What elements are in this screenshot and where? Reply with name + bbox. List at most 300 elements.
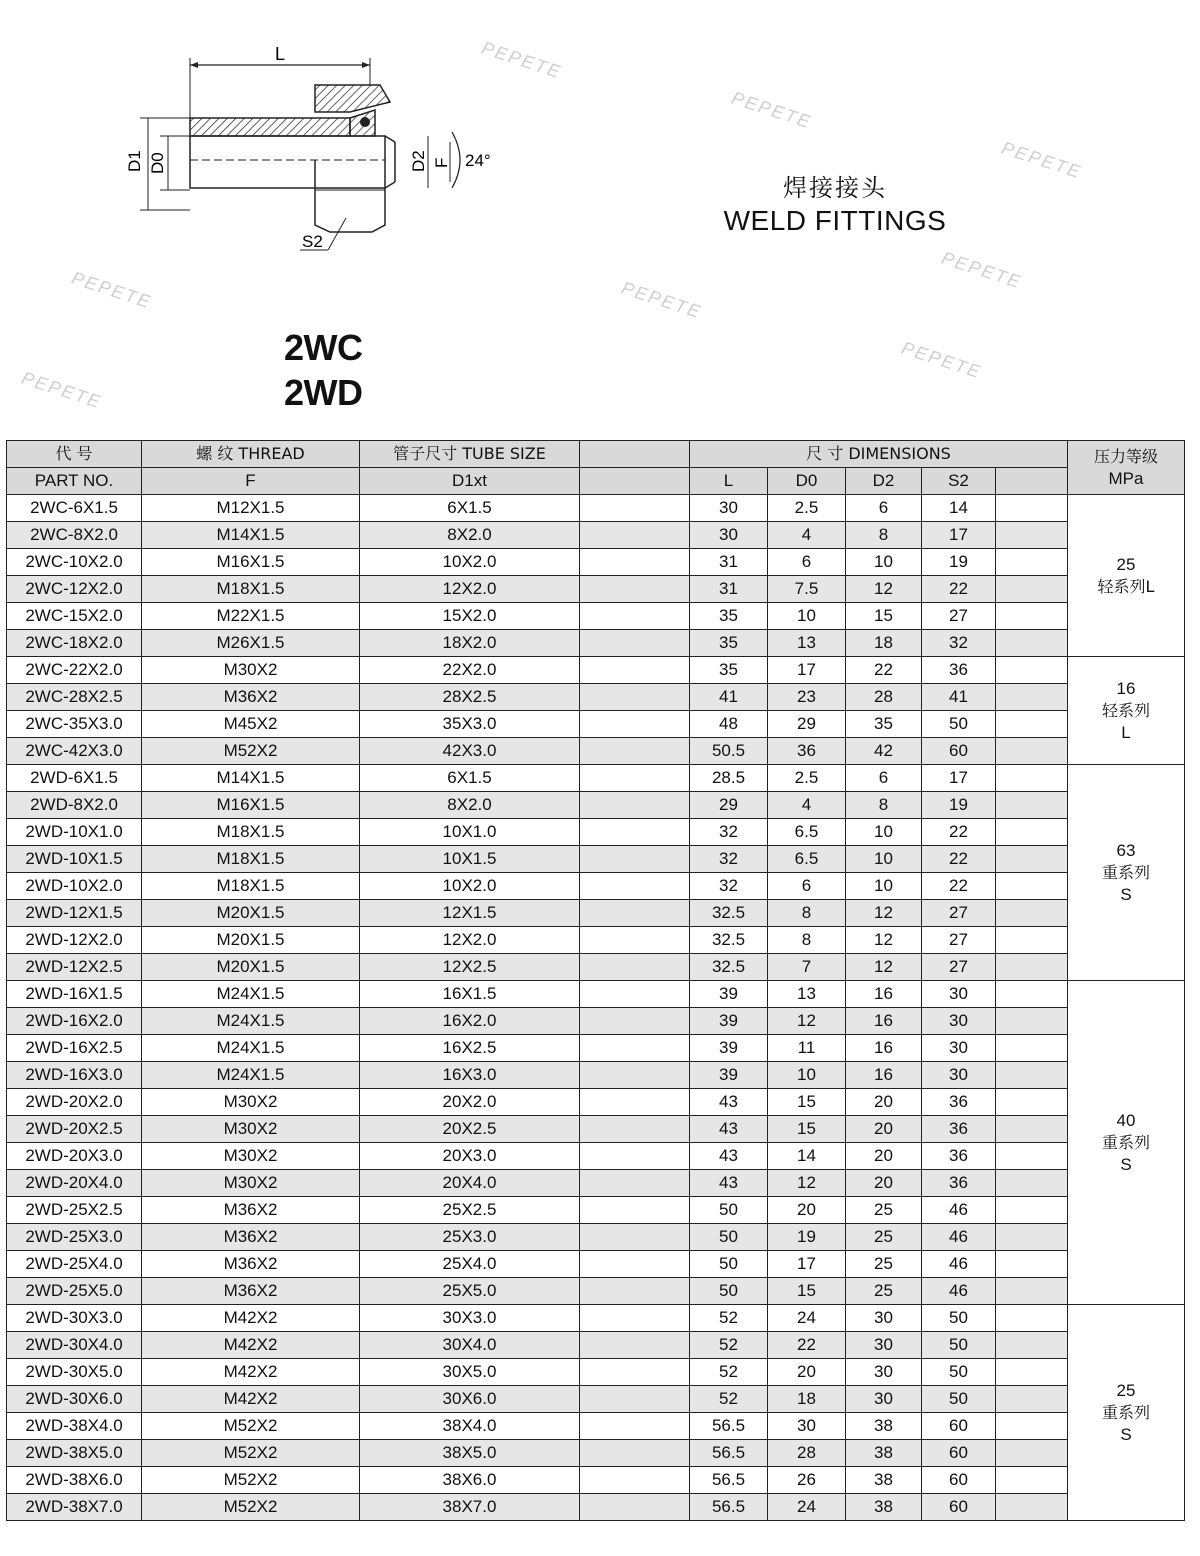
cell-part-no: 2WD-25X3.0 <box>7 1224 142 1251</box>
header-dim-D0: D0 <box>768 468 846 495</box>
cell-blank <box>580 765 690 792</box>
cell-dim-blank <box>996 1197 1068 1224</box>
header-part-no-cn: 代 号 <box>7 441 142 468</box>
cell-dim-S2: 60 <box>922 738 996 765</box>
cell-dim-D2: 20 <box>846 1089 922 1116</box>
table-row <box>7 792 1185 819</box>
cell-dim-S2: 30 <box>922 1008 996 1035</box>
cell-dim-blank <box>996 792 1068 819</box>
cell-dim-D0: 24 <box>768 1305 846 1332</box>
cell-part-no: 2WD-30X3.0 <box>7 1305 142 1332</box>
fitting-drawing <box>110 40 530 270</box>
cell-part-no: 2WD-12X1.5 <box>7 900 142 927</box>
label-S2: S2 <box>302 232 323 251</box>
cell-dim-L: 31 <box>690 549 768 576</box>
cell-dim-S2: 60 <box>922 1440 996 1467</box>
cell-dim-S2: 27 <box>922 900 996 927</box>
cell-dim-blank <box>996 1251 1068 1278</box>
cell-dim-blank <box>996 1440 1068 1467</box>
table-row <box>7 900 1185 927</box>
cell-thread: M16X1.5 <box>142 549 360 576</box>
cell-dim-S2: 50 <box>922 1332 996 1359</box>
header-blank <box>580 441 690 468</box>
cell-blank <box>580 1197 690 1224</box>
cell-dim-S2: 30 <box>922 1062 996 1089</box>
cell-dim-L: 30 <box>690 495 768 522</box>
table-row <box>7 1035 1185 1062</box>
cell-dim-L: 50 <box>690 1224 768 1251</box>
cell-part-no: 2WD-38X7.0 <box>7 1494 142 1521</box>
cell-dim-D2: 25 <box>846 1197 922 1224</box>
cell-part-no: 2WD-20X2.0 <box>7 1089 142 1116</box>
cell-part-no: 2WC-28X2.5 <box>7 684 142 711</box>
cell-dim-D0: 8 <box>768 927 846 954</box>
cell-dim-D0: 7 <box>768 954 846 981</box>
table-row <box>7 576 1185 603</box>
cell-blank <box>580 1251 690 1278</box>
cell-dim-L: 41 <box>690 684 768 711</box>
cell-blank <box>580 1359 690 1386</box>
cell-dim-L: 50 <box>690 1251 768 1278</box>
cell-dim-L: 50 <box>690 1197 768 1224</box>
cell-dim-D0: 22 <box>768 1332 846 1359</box>
cell-part-no: 2WD-20X4.0 <box>7 1170 142 1197</box>
cell-dim-blank <box>996 954 1068 981</box>
cell-tube-size: 38X6.0 <box>360 1467 580 1494</box>
cell-blank <box>580 1386 690 1413</box>
cell-part-no: 2WC-15X2.0 <box>7 603 142 630</box>
cell-dim-S2: 36 <box>922 1116 996 1143</box>
cell-dim-D2: 38 <box>846 1440 922 1467</box>
cell-thread: M18X1.5 <box>142 873 360 900</box>
cell-dim-S2: 50 <box>922 1305 996 1332</box>
cell-dim-S2: 19 <box>922 792 996 819</box>
cell-tube-size: 15X2.0 <box>360 603 580 630</box>
label-D0: D0 <box>148 152 167 174</box>
cell-blank <box>580 1035 690 1062</box>
cell-tube-size: 25X2.5 <box>360 1197 580 1224</box>
cell-thread: M52X2 <box>142 1467 360 1494</box>
cell-thread: M30X2 <box>142 657 360 684</box>
cell-dim-D0: 20 <box>768 1197 846 1224</box>
cell-blank <box>580 1170 690 1197</box>
label-F: F <box>432 157 451 168</box>
cell-dim-D2: 16 <box>846 981 922 1008</box>
cell-thread: M42X2 <box>142 1305 360 1332</box>
cell-pressure-group <box>1068 495 1185 657</box>
cell-thread: M26X1.5 <box>142 630 360 657</box>
cell-dim-S2: 30 <box>922 981 996 1008</box>
cell-blank <box>580 657 690 684</box>
cell-dim-blank <box>996 1386 1068 1413</box>
watermark: PEPETE <box>999 137 1085 183</box>
cell-tube-size: 16X2.0 <box>360 1008 580 1035</box>
cell-part-no: 2WD-16X2.5 <box>7 1035 142 1062</box>
cell-tube-size: 18X2.0 <box>360 630 580 657</box>
cell-tube-size: 10X1.5 <box>360 846 580 873</box>
cell-dim-D0: 10 <box>768 1062 846 1089</box>
cell-dim-D0: 14 <box>768 1143 846 1170</box>
cell-dim-L: 52 <box>690 1386 768 1413</box>
cell-part-no: 2WD-8X2.0 <box>7 792 142 819</box>
cell-dim-D2: 10 <box>846 873 922 900</box>
cell-dim-D0: 26 <box>768 1467 846 1494</box>
fitting-cross-section-icon <box>110 40 530 270</box>
cell-thread: M30X2 <box>142 1143 360 1170</box>
cell-dim-L: 35 <box>690 630 768 657</box>
cell-dim-D2: 25 <box>846 1278 922 1305</box>
cell-dim-blank <box>996 1116 1068 1143</box>
cell-dim-D2: 8 <box>846 522 922 549</box>
cell-dim-L: 56.5 <box>690 1413 768 1440</box>
cell-tube-size: 12X2.0 <box>360 927 580 954</box>
cell-dim-D0: 24 <box>768 1494 846 1521</box>
table-row <box>7 495 1185 522</box>
cell-dim-D0: 6.5 <box>768 819 846 846</box>
cell-blank <box>580 576 690 603</box>
cell-dim-blank <box>996 1278 1068 1305</box>
cell-dim-blank <box>996 630 1068 657</box>
cell-blank <box>580 1278 690 1305</box>
cell-tube-size: 12X2.5 <box>360 954 580 981</box>
cell-dim-L: 52 <box>690 1305 768 1332</box>
cell-dim-S2: 36 <box>922 657 996 684</box>
table-row <box>7 1305 1185 1332</box>
cell-dim-D2: 16 <box>846 1008 922 1035</box>
cell-thread: M22X1.5 <box>142 603 360 630</box>
cell-tube-size: 6X1.5 <box>360 495 580 522</box>
cell-dim-D0: 7.5 <box>768 576 846 603</box>
cell-dim-D0: 36 <box>768 738 846 765</box>
pressure-line: S <box>1120 1424 1132 1444</box>
cell-dim-D0: 23 <box>768 684 846 711</box>
cell-part-no: 2WC-35X3.0 <box>7 711 142 738</box>
cell-part-no: 2WC-6X1.5 <box>7 495 142 522</box>
cell-dim-D0: 15 <box>768 1278 846 1305</box>
cell-dim-S2: 30 <box>922 1035 996 1062</box>
cell-dim-S2: 60 <box>922 1494 996 1521</box>
cell-part-no: 2WD-20X3.0 <box>7 1143 142 1170</box>
table-row <box>7 684 1185 711</box>
cell-dim-D2: 28 <box>846 684 922 711</box>
cell-dim-blank <box>996 1089 1068 1116</box>
cell-tube-size: 20X2.5 <box>360 1116 580 1143</box>
table-row <box>7 873 1185 900</box>
cell-part-no: 2WD-16X2.0 <box>7 1008 142 1035</box>
cell-thread: M52X2 <box>142 1494 360 1521</box>
table-row <box>7 981 1185 1008</box>
cell-dim-S2: 27 <box>922 603 996 630</box>
cell-dim-S2: 50 <box>922 711 996 738</box>
cell-dim-L: 50.5 <box>690 738 768 765</box>
cell-pressure-group <box>1068 1305 1185 1521</box>
cell-dim-D2: 12 <box>846 576 922 603</box>
title-english: WELD FITTINGS <box>723 205 947 236</box>
cell-dim-D2: 38 <box>846 1494 922 1521</box>
cell-tube-size: 16X1.5 <box>360 981 580 1008</box>
cell-part-no: 2WD-30X5.0 <box>7 1359 142 1386</box>
cell-part-no: 2WD-25X2.5 <box>7 1197 142 1224</box>
cell-blank <box>580 1494 690 1521</box>
cell-dim-D2: 20 <box>846 1143 922 1170</box>
cell-tube-size: 20X3.0 <box>360 1143 580 1170</box>
cell-dim-D2: 42 <box>846 738 922 765</box>
model-name-2wc: 2WC <box>284 327 363 368</box>
cell-dim-blank <box>996 603 1068 630</box>
cell-dim-L: 43 <box>690 1116 768 1143</box>
cell-dim-D0: 6.5 <box>768 846 846 873</box>
cell-dim-L: 32.5 <box>690 927 768 954</box>
table-row <box>7 711 1185 738</box>
cell-tube-size: 38X5.0 <box>360 1440 580 1467</box>
cell-tube-size: 12X2.0 <box>360 576 580 603</box>
cell-dim-blank <box>996 1413 1068 1440</box>
label-angle: 24° <box>465 151 491 170</box>
cell-blank <box>580 1413 690 1440</box>
cell-blank <box>580 603 690 630</box>
cell-thread: M24X1.5 <box>142 1035 360 1062</box>
cell-dim-D2: 38 <box>846 1467 922 1494</box>
table-row <box>7 1062 1185 1089</box>
cell-dim-L: 35 <box>690 603 768 630</box>
header-thread-sub: F <box>142 468 360 495</box>
table-header <box>7 441 1185 495</box>
watermark: PEPETE <box>899 337 985 383</box>
table-row <box>7 549 1185 576</box>
cell-dim-S2: 36 <box>922 1170 996 1197</box>
cell-dim-D0: 17 <box>768 1251 846 1278</box>
header-pressure: 压力等级 MPa <box>1068 441 1185 495</box>
cell-thread: M24X1.5 <box>142 1008 360 1035</box>
cell-part-no: 2WD-6X1.5 <box>7 765 142 792</box>
cell-part-no: 2WC-12X2.0 <box>7 576 142 603</box>
cell-part-no: 2WC-42X3.0 <box>7 738 142 765</box>
cell-tube-size: 16X2.5 <box>360 1035 580 1062</box>
cell-part-no: 2WC-8X2.0 <box>7 522 142 549</box>
cell-dim-L: 56.5 <box>690 1440 768 1467</box>
table-row <box>7 1359 1185 1386</box>
table-row <box>7 738 1185 765</box>
pressure-line: 重系列 <box>1101 1402 1150 1422</box>
cell-dim-L: 56.5 <box>690 1494 768 1521</box>
cell-dim-D2: 8 <box>846 792 922 819</box>
cell-tube-size: 30X3.0 <box>360 1305 580 1332</box>
cell-tube-size: 30X5.0 <box>360 1359 580 1386</box>
cell-dim-blank <box>996 1062 1068 1089</box>
table-row <box>7 954 1185 981</box>
cell-dim-D2: 25 <box>846 1224 922 1251</box>
cell-dim-blank <box>996 576 1068 603</box>
cell-thread: M52X2 <box>142 1440 360 1467</box>
cell-dim-D0: 10 <box>768 603 846 630</box>
cell-thread: M36X2 <box>142 684 360 711</box>
watermark: PEPETE <box>69 267 155 313</box>
model-name-2wd: 2WD <box>284 372 363 413</box>
cell-blank <box>580 819 690 846</box>
cell-dim-L: 32 <box>690 846 768 873</box>
header-part-no-en: PART NO. <box>7 468 142 495</box>
cell-blank <box>580 738 690 765</box>
pressure-line: 重系列 <box>1101 862 1150 882</box>
cell-dim-D2: 25 <box>846 1251 922 1278</box>
cell-part-no: 2WC-22X2.0 <box>7 657 142 684</box>
cell-tube-size: 6X1.5 <box>360 765 580 792</box>
cell-tube-size: 12X1.5 <box>360 900 580 927</box>
cell-tube-size: 38X4.0 <box>360 1413 580 1440</box>
cell-dim-D0: 11 <box>768 1035 846 1062</box>
cell-dim-blank <box>996 1008 1068 1035</box>
cell-thread: M16X1.5 <box>142 792 360 819</box>
cell-dim-D0: 17 <box>768 657 846 684</box>
cell-dim-D0: 19 <box>768 1224 846 1251</box>
cell-part-no: 2WC-18X2.0 <box>7 630 142 657</box>
cell-part-no: 2WD-16X3.0 <box>7 1062 142 1089</box>
cell-part-no: 2WD-12X2.0 <box>7 927 142 954</box>
cell-dim-D0: 29 <box>768 711 846 738</box>
pressure-line: 16 <box>1116 678 1136 698</box>
table-row <box>7 765 1185 792</box>
table-row <box>7 1008 1185 1035</box>
cell-tube-size: 10X1.0 <box>360 819 580 846</box>
cell-dim-D0: 4 <box>768 522 846 549</box>
cell-dim-blank <box>996 684 1068 711</box>
cell-part-no: 2WD-25X4.0 <box>7 1251 142 1278</box>
label-L: L <box>275 44 286 64</box>
cell-blank <box>580 873 690 900</box>
cell-thread: M12X1.5 <box>142 495 360 522</box>
cell-dim-L: 32 <box>690 873 768 900</box>
cell-dim-D0: 13 <box>768 981 846 1008</box>
cell-dim-D2: 16 <box>846 1035 922 1062</box>
cell-tube-size: 38X7.0 <box>360 1494 580 1521</box>
cell-dim-blank <box>996 1467 1068 1494</box>
cell-part-no: 2WD-38X4.0 <box>7 1413 142 1440</box>
title-chinese: 焊接接头 <box>783 174 887 202</box>
cell-part-no: 2WD-10X1.5 <box>7 846 142 873</box>
table-body <box>7 495 1185 1521</box>
cell-tube-size: 25X3.0 <box>360 1224 580 1251</box>
cell-blank <box>580 1089 690 1116</box>
cell-dim-blank <box>996 1494 1068 1521</box>
cell-blank <box>580 549 690 576</box>
cell-dim-D2: 6 <box>846 495 922 522</box>
cell-dim-D0: 6 <box>768 549 846 576</box>
table-row <box>7 1494 1185 1521</box>
cell-dim-blank <box>996 927 1068 954</box>
cell-dim-D0: 12 <box>768 1008 846 1035</box>
pressure-line: 重系列 <box>1101 1132 1150 1152</box>
cell-blank <box>580 1116 690 1143</box>
cell-part-no: 2WD-38X6.0 <box>7 1467 142 1494</box>
label-D1: D1 <box>125 150 144 172</box>
cell-tube-size: 10X2.0 <box>360 873 580 900</box>
cell-dim-L: 48 <box>690 711 768 738</box>
table-row <box>7 846 1185 873</box>
table-row <box>7 1386 1185 1413</box>
pressure-line: 轻系列 <box>1101 700 1150 720</box>
cell-dim-D2: 22 <box>846 657 922 684</box>
cell-dim-L: 43 <box>690 1143 768 1170</box>
cell-part-no: 2WD-10X1.0 <box>7 819 142 846</box>
cell-blank <box>580 1008 690 1035</box>
cell-dim-blank <box>996 1035 1068 1062</box>
cell-dim-L: 52 <box>690 1359 768 1386</box>
cell-dim-S2: 46 <box>922 1251 996 1278</box>
cell-part-no: 2WD-16X1.5 <box>7 981 142 1008</box>
cell-tube-size: 22X2.0 <box>360 657 580 684</box>
cell-tube-size: 25X5.0 <box>360 1278 580 1305</box>
pressure-line: S <box>1120 884 1132 904</box>
cell-dim-D2: 35 <box>846 711 922 738</box>
cell-thread: M24X1.5 <box>142 1062 360 1089</box>
cell-blank <box>580 900 690 927</box>
cell-blank <box>580 954 690 981</box>
watermark: PEPETE <box>19 367 105 413</box>
cell-thread: M30X2 <box>142 1116 360 1143</box>
cell-thread: M42X2 <box>142 1332 360 1359</box>
cell-dim-D0: 2.5 <box>768 495 846 522</box>
cell-tube-size: 20X4.0 <box>360 1170 580 1197</box>
watermark: PEPETE <box>729 87 815 133</box>
cell-dim-blank <box>996 819 1068 846</box>
cell-dim-blank <box>996 900 1068 927</box>
cell-dim-blank <box>996 522 1068 549</box>
cell-dim-S2: 60 <box>922 1467 996 1494</box>
cell-pressure-group <box>1068 981 1185 1305</box>
cell-dim-S2: 19 <box>922 549 996 576</box>
cell-dim-D2: 6 <box>846 765 922 792</box>
cell-dim-D0: 8 <box>768 900 846 927</box>
cell-dim-D2: 16 <box>846 1062 922 1089</box>
cell-dim-D0: 20 <box>768 1359 846 1386</box>
cell-thread: M20X1.5 <box>142 927 360 954</box>
table-row <box>7 1224 1185 1251</box>
cell-dim-L: 52 <box>690 1332 768 1359</box>
label-D2: D2 <box>409 150 428 172</box>
cell-thread: M36X2 <box>142 1251 360 1278</box>
cell-dim-D0: 6 <box>768 873 846 900</box>
table-row <box>7 1143 1185 1170</box>
watermark: PEPETE <box>619 277 705 323</box>
cell-tube-size: 30X4.0 <box>360 1332 580 1359</box>
cell-dim-D0: 15 <box>768 1116 846 1143</box>
cell-dim-S2: 22 <box>922 846 996 873</box>
header-dimensions: 尺 寸 DIMENSIONS <box>690 441 1068 468</box>
table-row <box>7 1089 1185 1116</box>
table-row <box>7 1467 1185 1494</box>
cell-dim-S2: 36 <box>922 1143 996 1170</box>
cell-thread: M52X2 <box>142 1413 360 1440</box>
cell-tube-size: 25X4.0 <box>360 1251 580 1278</box>
pressure-line: 40 <box>1116 1110 1136 1130</box>
cell-dim-blank <box>996 495 1068 522</box>
cell-dim-D0: 2.5 <box>768 765 846 792</box>
cell-dim-L: 39 <box>690 1062 768 1089</box>
cell-blank <box>580 927 690 954</box>
header-tube-sub: D1xt <box>360 468 580 495</box>
spec-table <box>6 440 1185 1521</box>
cell-dim-D0: 12 <box>768 1170 846 1197</box>
table-row <box>7 1440 1185 1467</box>
cell-dim-D2: 10 <box>846 549 922 576</box>
table-row <box>7 1278 1185 1305</box>
cell-dim-L: 32.5 <box>690 954 768 981</box>
cell-thread: M42X2 <box>142 1386 360 1413</box>
cell-dim-S2: 41 <box>922 684 996 711</box>
table-row <box>7 1251 1185 1278</box>
header-dim-blank <box>996 468 1068 495</box>
cell-blank <box>580 1062 690 1089</box>
